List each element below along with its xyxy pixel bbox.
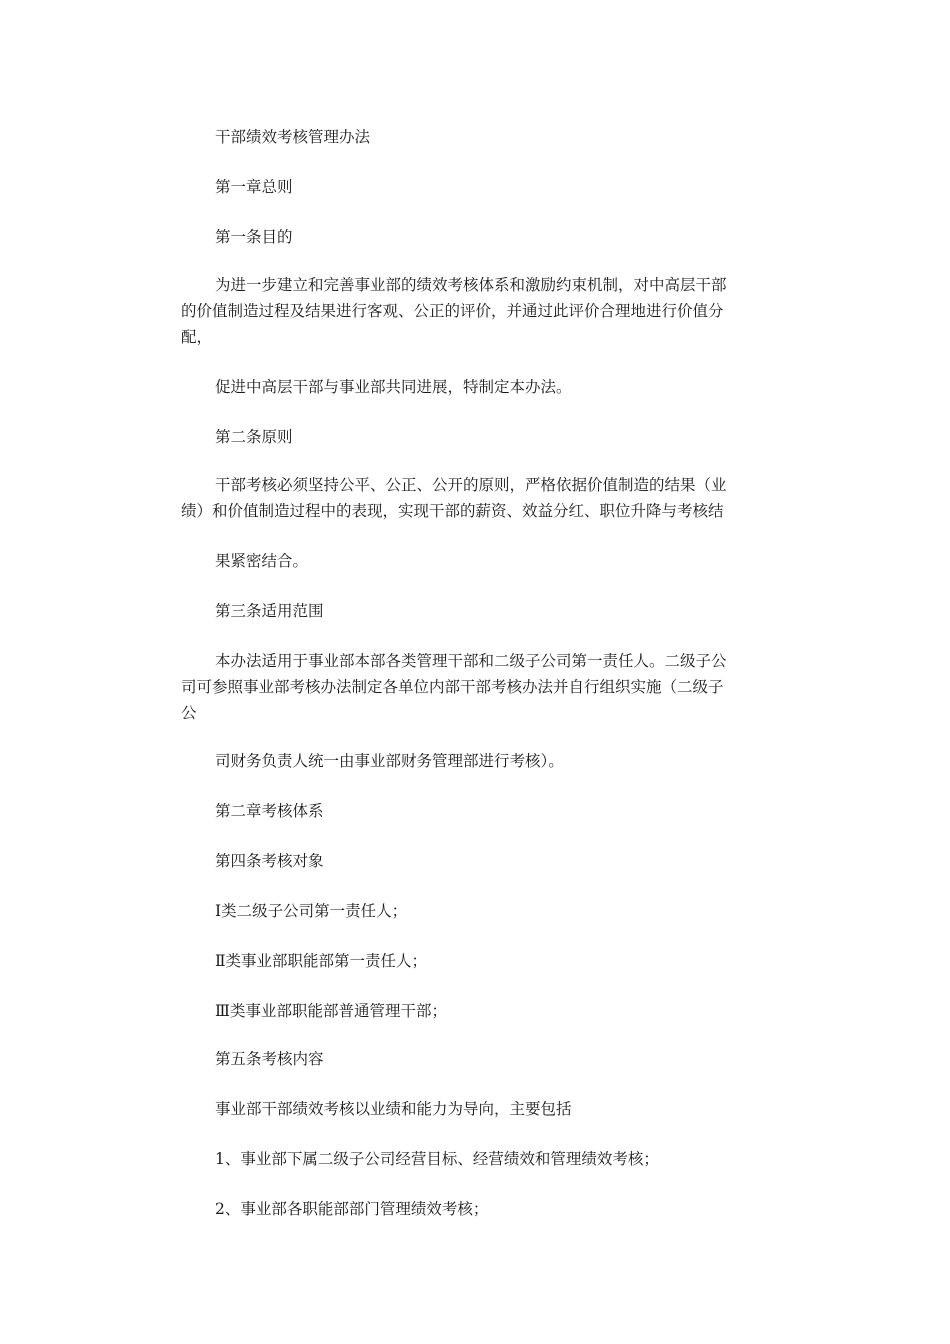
paragraph-line: 干部考核必须坚持公平、公正、公开的原则，严格依据价值制造的结果（业 <box>215 476 727 494</box>
document-title <box>181 124 773 150</box>
paragraph-target-2 <box>181 948 773 974</box>
paragraph-line: 第一条目的 <box>215 228 293 246</box>
paragraph-scope <box>181 648 773 726</box>
paragraph-target-3 <box>181 998 773 1024</box>
paragraph-principle <box>181 472 773 524</box>
paragraph-line: 第一章总则 <box>215 178 293 196</box>
paragraph-line: 本办法适用于事业部本部各类管理干部和二级子公司第一责任人。二级子公 <box>215 652 727 670</box>
paragraph-line: 第二条原则 <box>215 428 293 446</box>
paragraph-line: 司财务负责人统一由事业部财务管理部进行考核）。 <box>215 752 564 770</box>
paragraph-article-2 <box>181 424 773 450</box>
paragraph-line: 第二章考核体系 <box>215 802 324 820</box>
paragraph-line: 为进一步建立和完善事业部的绩效考核体系和激励约束机制，对中高层干部 <box>215 276 727 294</box>
paragraph-line: 果紧密结合。 <box>215 552 309 570</box>
paragraph-content-1 <box>181 1146 773 1172</box>
paragraph-line: 的价值制造过程及结果进行客观、公正的评价，并通过此评价合理地进行价值分 <box>181 302 724 320</box>
paragraph-article-5 <box>181 1046 773 1072</box>
paragraph-principle-cont <box>181 548 773 574</box>
paragraph-line: 司可参照事业部考核办法制定各单位内部干部考核办法并自行组织实施（二级子 <box>181 678 724 696</box>
paragraph-chapter-2 <box>181 798 773 824</box>
paragraph-target-1 <box>181 898 773 924</box>
paragraph-line: 事业部干部绩效考核以业绩和能力为导向，主要包括 <box>215 1100 572 1118</box>
paragraph-line: 公 <box>181 704 197 722</box>
title-line: 干部绩效考核管理办法 <box>215 128 371 146</box>
paragraph-purpose <box>181 272 773 350</box>
paragraph-line: 第三条适用范围 <box>215 602 324 620</box>
paragraph-line: 绩）和价值制造过程中的表现，实现干部的薪资、效益分红、职位升降与考核结 <box>181 502 724 520</box>
paragraph-scope-cont <box>181 748 773 774</box>
paragraph-line: Ⅲ类事业部职能部普通管理干部； <box>215 1002 447 1020</box>
paragraph-line: 第五条考核内容 <box>215 1050 324 1068</box>
paragraph-line: 1、事业部下属二级子公司经营目标、经营绩效和管理绩效考核； <box>215 1150 659 1168</box>
paragraph-content-intro <box>181 1096 773 1122</box>
paragraph-line: 第四条考核对象 <box>215 852 324 870</box>
paragraph-line: Ⅰ类二级子公司第一责任人； <box>215 902 408 920</box>
paragraph-content-2 <box>181 1196 773 1222</box>
paragraph-line: 配， <box>181 328 213 346</box>
paragraph-line: Ⅱ类事业部职能部第一责任人； <box>215 952 428 970</box>
paragraph-article-3 <box>181 598 773 624</box>
paragraph-chapter-1 <box>181 174 773 200</box>
paragraph-article-4 <box>181 848 773 874</box>
paragraph-article-1 <box>181 224 773 250</box>
paragraph-purpose-cont <box>181 374 773 400</box>
paragraph-line: 2、事业部各职能部部门管理绩效考核； <box>215 1200 489 1218</box>
paragraph-line: 促进中高层干部与事业部共同进展，特制定本办法。 <box>215 378 572 396</box>
